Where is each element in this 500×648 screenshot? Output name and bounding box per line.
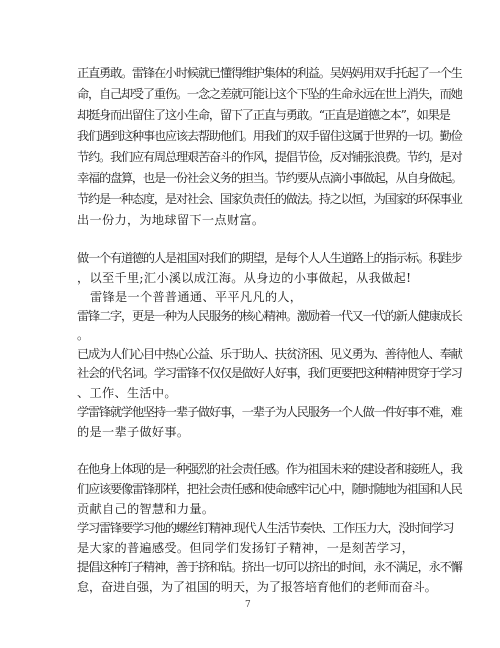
text-line: 节约是一种态度，是对社会、国家负责任的做法。持之以恒，为国家的环保事业	[77, 192, 462, 206]
text-line: 在他身上体现的是一种强烈的社会责任感。作为祖国未来的建设者和接班人，我	[77, 462, 462, 476]
text-line: 学雷锋就学他坚持一辈子做好事，一辈子为人民服务一个人做一件好事不难，难	[77, 405, 462, 419]
text-line: 正直勇敢。雷锋在小时候就已懂得维护集体的利益。吴妈妈用双手托起了一个生	[77, 66, 462, 80]
text-line: 节约。我们应有周总理艰苦奋斗的作风，提倡节俭，反对铺张浪费。节约，是对	[77, 150, 462, 164]
text-line: 命，自己却受了重伤。一念之差就可能让这个下坠的生命永远在世上消失，而她	[77, 87, 462, 101]
text-line: 提倡这种钉子精神，善于挤和钻。挤出一切可以挤出的时间，永不满足，永不懈	[77, 560, 462, 574]
text-line: 的是一辈子做好事。	[77, 425, 190, 439]
text-line: 是大家的普遍感受。但同学们发扬钉子精神，一是刻苦学习，	[77, 541, 415, 555]
text-line: 做一个有道德的人是祖国对我们的期望，是每个人人生道路上的指示标。积跬步	[77, 251, 462, 265]
text-line: 出一份力，为地球留下一点财富。	[77, 213, 265, 227]
text-line: ，以至千里;汇小溪以成江海。从身边的小事做起，从我做起!	[77, 271, 412, 285]
page-number: 7	[245, 600, 251, 610]
text-line: 已成为人们心目中热心公益、乐于助人、扶贫济困、见义勇为、善待他人、奉献	[77, 347, 462, 361]
text-line: 、工作、生活中。	[77, 386, 177, 400]
text-line: 幸福的盘算，也是一份社会义务的担当。节约要从点滴小事做起，从自身做起。	[77, 171, 462, 185]
text-line: 怠，奋进自强，为了祖国的明天，为了报答培育他们的老师而奋斗。	[77, 580, 437, 594]
text-line: 学习雷锋要学习他的螺丝钉精神.现代人生活节奏快、工作压力大，没时间学习	[77, 521, 454, 535]
text-line: 却挺身而出留住了这小生命，留下了正直与勇敢。“正直是道德之本”，如果是	[77, 108, 450, 122]
text-line: 们应该要像雷锋那样，把社会责任感和使命感牢记心中，随时随地为祖国和人民	[77, 482, 462, 496]
text-line: 雷锋二字，更是一种为人民服务的核心精神。激励着一代又一代的新人健康成长	[77, 309, 462, 323]
text-line: 我们遇到这种事也应该去帮助他们。用我们的双手留住这属于世界的一切。勤俭	[77, 129, 462, 143]
text-line: 。	[77, 328, 90, 342]
text-line: 雷锋是一个普普通通、平平凡凡的人，	[90, 290, 303, 304]
text-line: 贡献自己的智慧和力量。	[77, 502, 215, 516]
text-line: 社会的代名词。学习雷锋不仅仅是做好人好事，我们更要把这种精神贯穿于学习	[77, 366, 462, 380]
